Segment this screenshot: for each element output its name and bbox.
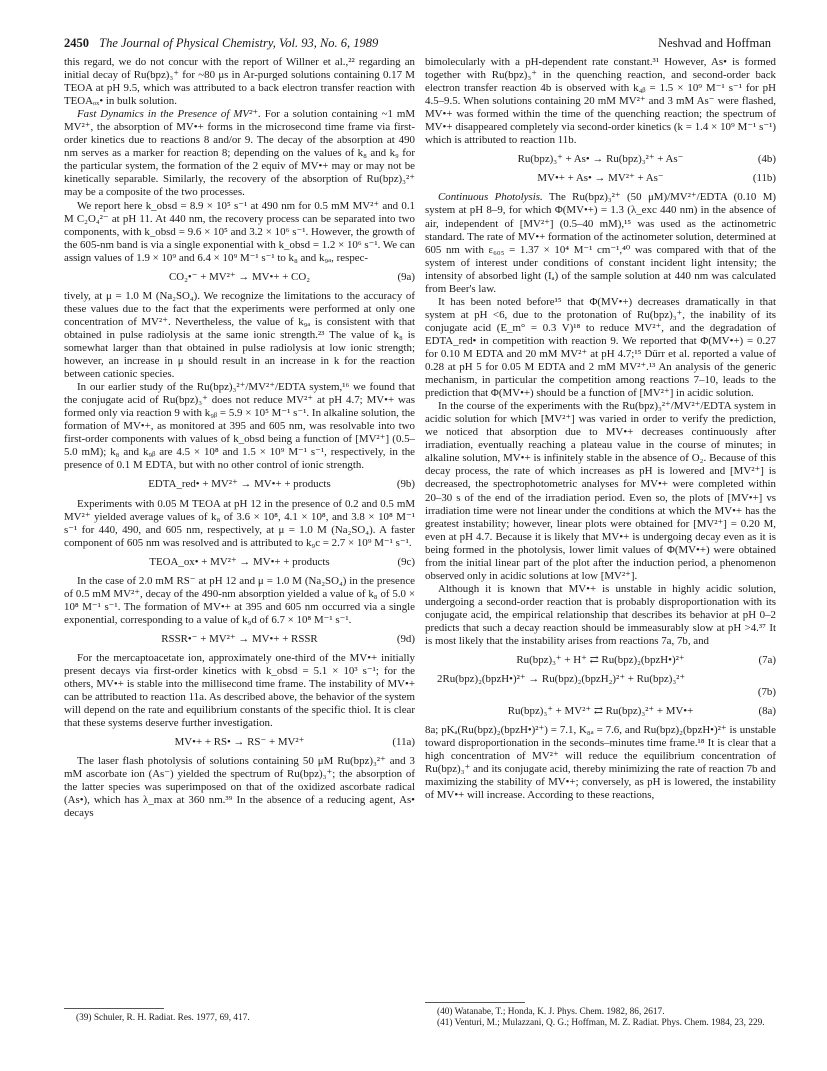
paragraph-text: The Ru(bpz)₃²⁺ (50 μM)/MV²⁺/EDTA (0.10 M) system at pH 8–9, for which Φ(MV•+) = 1.3 (λ_exc 440 nm) in the absence of air, independent of [MV²⁺] (0.5–40 mM),¹⁵ was used as the actinometric standard. The rate of MV•+ formation of the actinometer solution, determined at 605 nm with ε₆₀₅ = 1.37 × 10⁴ M⁻¹ cm⁻¹,⁴⁰ was compared with that of the system of interest under conditions of constant incident light intensity; the intensity of absorbed light (Iₐ) of the sample solution at 440 nm was calculated from Beer's law. — [425, 191, 777, 295]
paragraph-text: tively, at μ = 1.0 M (Na₂SO₄). We recognize the limitations to the accuracy of these values due to the fact that the experiments were performed at only one concentration of MV²⁺. Nevertheless, the value of k₉ₐ is consistent with that obtained in pulse radiolysis at the same ionic strength.²³ The value of k₈ is somewhat larger than that obtained in pulse radiolysis at low ionic strength; however, an increase in μ should result in an increase in k for the reaction between cationic species. — [64, 289, 415, 381]
paragraph-text: bimolecularly with a pH-dependent rate constant.³¹ However, As• is formed together with Ru(bpz)₃⁺ in the quenching reaction, and second-order back electron transfer reaction 4b is observed with k₄ᵦ = 1.5 × 10⁹ M⁻¹ s⁻¹ for pH 4.5–9.5. When solutions containing 20 mM MV²⁺ and 3 mM As⁻ were flashed, MV•+ was formed within the time of the quenching reaction; the spectrum of MV•+ disappeared completely via second-order kinetics (k = 1.4 × 10⁹ M⁻¹ s⁻¹) which is attributed to reaction 11b. — [425, 56, 776, 147]
equation — [425, 172, 776, 185]
equation — [64, 556, 415, 569]
equation-number: (9c) — [397, 555, 415, 568]
paragraph-text: The laser flash photolysis of solutions containing 50 μM Ru(bpz)₃²⁺ and 3 mM ascorbate ion (As⁻) yielded the spectrum of Ru(bpz)₃⁺; the absorption of the latter species was superimposed on that of the oxidized ascorbate radical (As•), which has λ_max at 360 nm.³⁹ In the absence of a reducing agent, As• decays — [64, 755, 415, 820]
equation — [64, 478, 415, 491]
footnotes-left — [64, 1008, 415, 1024]
paragraph-text: It has been noted before¹⁵ that Φ(MV•+) decreases dramatically in that system at pH <6, due to the protonation of Ru(bpz)₃⁺, the inability of its conjugate acid (E_m° = 0.3 V)¹⁸ to reduce MV²⁺, and the degradation of EDTA_red• in competition with reaction 9. We reported that Φ(MV•+) = 0.27 for 0.10 M EDTA and 20 mM MV²⁺ at pH 4.7;¹⁵ Dürr et al. reported a value of 0.28 at pH 5 for 0.05 M EDTA and 2 mM MV²⁺.¹³ An analysis of the generic mechanism, in particular the competition among reactions 7–10, leads to the prediction that Φ(MV•+) should be a function of [MV²⁺] in acidic solution. — [425, 295, 776, 400]
paragraph-text: For the mercaptoacetate ion, approximately one-third of the MV•+ initially present decays via first-order kinetics with k_obsd = 5.1 × 10³ s⁻¹; for the others, MV•+ is stable into the millisecond time frame. The instability of MV•+ can be attributed to reaction 11a. As described above, the behavior of the system will depend on the rate and equilibrium constants of the specific thiol. It is clear that these systems deserve further investigation. — [64, 651, 415, 730]
equation-number: (11b) — [752, 172, 776, 185]
footnote: (39) Schuler, R. H. Radiat. Res. 1977, 69, 417. — [76, 1013, 250, 1023]
equation-expression: Ru(bpz)₃⁺ + As• → Ru(bpz)₃²⁺ + As⁻ — [517, 153, 684, 166]
paragraph — [64, 652, 415, 730]
paragraph — [64, 575, 415, 627]
paragraph-text: Although it is known that MV•+ is unstable in highly acidic solution, undergoing a second-order reaction that is probably disproportionation with its conjugate acid, the empirical relationship that describes its behavior at pH 0–2 predicts that such a decay reaction should be immeasurably slow at pH >4.³⁷ It is most likely that the instability arises from reactions 7a, 7b, and — [425, 582, 776, 648]
footnote: (40) Watanabe, T.; Honda, K. J. Phys. Chem. 1982, 86, 2617. — [437, 1007, 665, 1017]
equation-number: (4b) — [757, 153, 776, 166]
paragraph-text: In our earlier study of the Ru(bpz)₃²⁺/MV²⁺/EDTA system,¹⁶ we found that the conjugate acid of Ru(bpz)₃⁺ does not reduce MV²⁺ at pH 4.7; MV•+ was formed only via reaction 9 with k₉ᵦ = 5.9 × 10⁵ M⁻¹ s⁻¹. In alkaline solution, the formation of MV•+, as monitored at 395 and 605 nm, was resolvable into two first-order components with values of k_obsd being a function of [MV²⁺] (0.5–5.0 mM); k₈ and k₉ᵦ are 4.5 × 10⁸ and 1.5 × 10⁹ M⁻¹ s⁻¹, respectively, in the presence of 0.1 M EDTA, but with no other control of ionic strength. — [64, 381, 415, 472]
left-text-column — [64, 56, 415, 821]
equation-number: (9b) — [396, 478, 415, 491]
equation-number: (11a) — [392, 736, 415, 749]
equation — [64, 633, 415, 646]
paragraph — [64, 755, 415, 820]
section-runin-heading: Continuous Photolysis. — [438, 191, 543, 204]
equation-number: (7b) — [757, 686, 776, 699]
section-runin-heading: Fast Dynamics in the Presence of MV²⁺. — [77, 108, 261, 121]
paragraph — [425, 400, 776, 583]
equation-number: (9a) — [397, 270, 415, 283]
paragraph-text: Experiments with 0.05 M TEOA at pH 12 in the presence of 0.2 and 0.5 mM MV²⁺ yielded average values of k₈ of 3.6 × 10⁸, 4.1 × 10⁸, and 3.8 × 10⁸ M⁻¹ s⁻¹ for 440, 490, and 605 nm, respectively, at μ = 1.0 M (Na₂SO₄). A faster component of 605 nm was resolved and is attributed to k₉c = 2.7 × 10⁹ M⁻¹ s⁻¹. — [64, 497, 415, 549]
paragraph — [64, 200, 415, 265]
equation-expression: TEOA_ox• + MV²⁺ → MV•+ + products — [149, 555, 330, 568]
equation-expression: Ru(bpz)₃⁺ + MV²⁺ ⇄ Ru(bpz)₃²⁺ + MV•+ — [507, 705, 694, 718]
equation — [425, 705, 776, 718]
paragraph — [64, 290, 415, 381]
equation — [425, 654, 776, 667]
equation-expression: MV•+ + As• → MV²⁺ + As⁻ — [537, 172, 664, 185]
paragraph — [425, 56, 776, 147]
paragraph-text: In the course of the experiments with the Ru(bpz)₃²⁺/MV²⁺/EDTA system in acidic solution for which [MV²⁺] was varied in order to verify the prediction, we noticed that absorption due to MV•+ decreases continuously after irradiation, eventually reaching a plateau value in the course of minutes; in alkaline solution, MV•+ is infinitely stable in the absence of O₂. Because of this decay process, the rate of which increases as pH is lowered and [MV²⁺] is decreased, the spectrophotometric analyses for MV•+ were completed within 20–30 s of the end of the irradiation period. Even so, the plots of [MV•+] vs irradiation time were not linear under the conditions at which the MV•+ has the greatest instability; however, linear plots were obtained for [MV²⁺] = 0.20 M, even at pH 4.7. Because it is likely that MV•+ is undergoing decay even as it is being formed in the photolysis, lower limit values of Φ(MV•+) were obtained from the initial linear part of the plot after the induction period, a phenomenon observed only in acidic solutions at low [MV²⁺]. — [425, 400, 776, 582]
paragraph — [64, 498, 415, 550]
paragraph — [425, 191, 776, 295]
footnotes-right — [425, 1002, 776, 1029]
equation-expression: RSSR•⁻ + MV²⁺ → MV•+ + RSSR — [161, 632, 318, 645]
equation-number: (7a) — [758, 654, 776, 667]
equation — [425, 153, 776, 166]
footnote: (41) Venturi, M.; Mulazzani, Q. G.; Hoffman, M. Z. Radiat. Phys. Chem. 1984, 23, 229. — [437, 1018, 765, 1029]
equation-expression: Ru(bpz)₃⁺ + H⁺ ⇄ Ru(bpz)₂(bpzH•)²⁺ — [516, 654, 685, 667]
equation-expression: EDTA_red• + MV²⁺ → MV•+ + products — [148, 478, 331, 491]
paragraph — [425, 296, 776, 400]
paragraph-text: In the case of 2.0 mM RS⁻ at pH 12 and μ = 1.0 M (Na₂SO₄) in the presence of 0.5 mM MV²⁺, decay of the 490-nm absorption yielded a value of k₈ of 5.0 × 10⁸ M⁻¹ s⁻¹. The formation of MV•+ at 395 and 605 nm occurred via a single exponential, corresponding to a value of k₉d of 6.7 × 10⁸ M⁻¹ s⁻¹. — [64, 574, 415, 626]
page-number: 2450 — [64, 36, 89, 50]
paragraph — [425, 583, 776, 648]
author-names: Neshvad and Hoffman — [658, 36, 771, 50]
equation-expression: CO₂•⁻ + MV²⁺ → MV•+ + CO₂ — [169, 270, 310, 283]
equation-number: (8a) — [758, 705, 776, 718]
equation — [425, 673, 776, 699]
footnote-rule — [64, 1008, 164, 1009]
equation-expression: MV•+ + RS• → RS⁻ + MV²⁺ — [174, 736, 305, 749]
equation — [64, 736, 415, 749]
paragraph — [64, 381, 415, 472]
paragraph — [64, 56, 415, 108]
equation-number: (9d) — [396, 632, 415, 645]
paragraph-text: this regard, we do not concur with the report of Willner et al.,²² regarding an initial decay of Ru(bpz)₃⁺ for ~80 μs in Ar-purged solutions containing 0.17 M TEOA at pH 9.5, which was attributed to a back electron transfer reaction with TEOAₒₓ• in bulk solution. — [64, 56, 415, 108]
right-text-column — [425, 56, 776, 803]
equation — [64, 271, 415, 284]
equation-expression: 2Ru(bpz)₂(bpzH•)²⁺ → Ru(bpz)₂(bpzH₂)²⁺ + Ru(bpz)₃²⁺ — [437, 673, 686, 686]
running-header — [64, 34, 771, 52]
paragraph — [425, 724, 776, 802]
journal-citation: The Journal of Physical Chemistry, Vol. 93, No. 6, 1989 — [99, 36, 379, 50]
paragraph-text: For a solution containing ~1 mM MV²⁺, the absorption of MV•+ forms in the microsecond time frame via first-order kinetics due to reactions 8 and/or 9. The decay of the absorption at 490 nm serves as a marker for reaction 8; depending on the values of k₈ and k₉ for the particular system, the formation of the 2 equiv of MV•+ may or may not be kinetically separable. Similarly, the recovery of the absorption of Ru(bpz)₃²⁺ may be a composite of the two processes. — [64, 108, 416, 199]
footnote-rule — [425, 1002, 525, 1003]
paragraph — [64, 108, 415, 199]
paragraph-text: We report here k_obsd = 8.9 × 10⁵ s⁻¹ at 490 nm for 0.5 mM MV²⁺ and 0.1 M C₂O₄²⁻ at pH 11. At 440 nm, the recovery process can be separated into two components, with k_obsd = 9.6 × 10⁵ and 3.2 × 10⁶ s⁻¹. However, the growth of the 605-nm band is via a single exponential with k_obsd = 1.2 × 10⁶ s⁻¹. We can assign values of 1.9 × 10⁹ and 6.4 × 10⁹ M⁻¹ s⁻¹ to k₈ and k₉ₐ, respec- — [64, 199, 415, 264]
paragraph-text: 8a; pKₐ(Ru(bpz)₂(bpzH•)²⁺) = 7.1, K₈ₐ = 7.6, and Ru(bpz)₂(bpzH•)²⁺ is unstable toward disproportionation in the seconds–minutes time frame.¹⁸ It is clear that a high concentration of MV²⁺ will reduce the equilibrium concentration of Ru(bpz)₃⁺ and its conjugate acid, thereby minimizing the rate of reaction 7b and maximizing the stability of MV•+; conversely, as pH is lowered, the instability of MV•+ will increase. According to these reactions, — [425, 724, 776, 802]
